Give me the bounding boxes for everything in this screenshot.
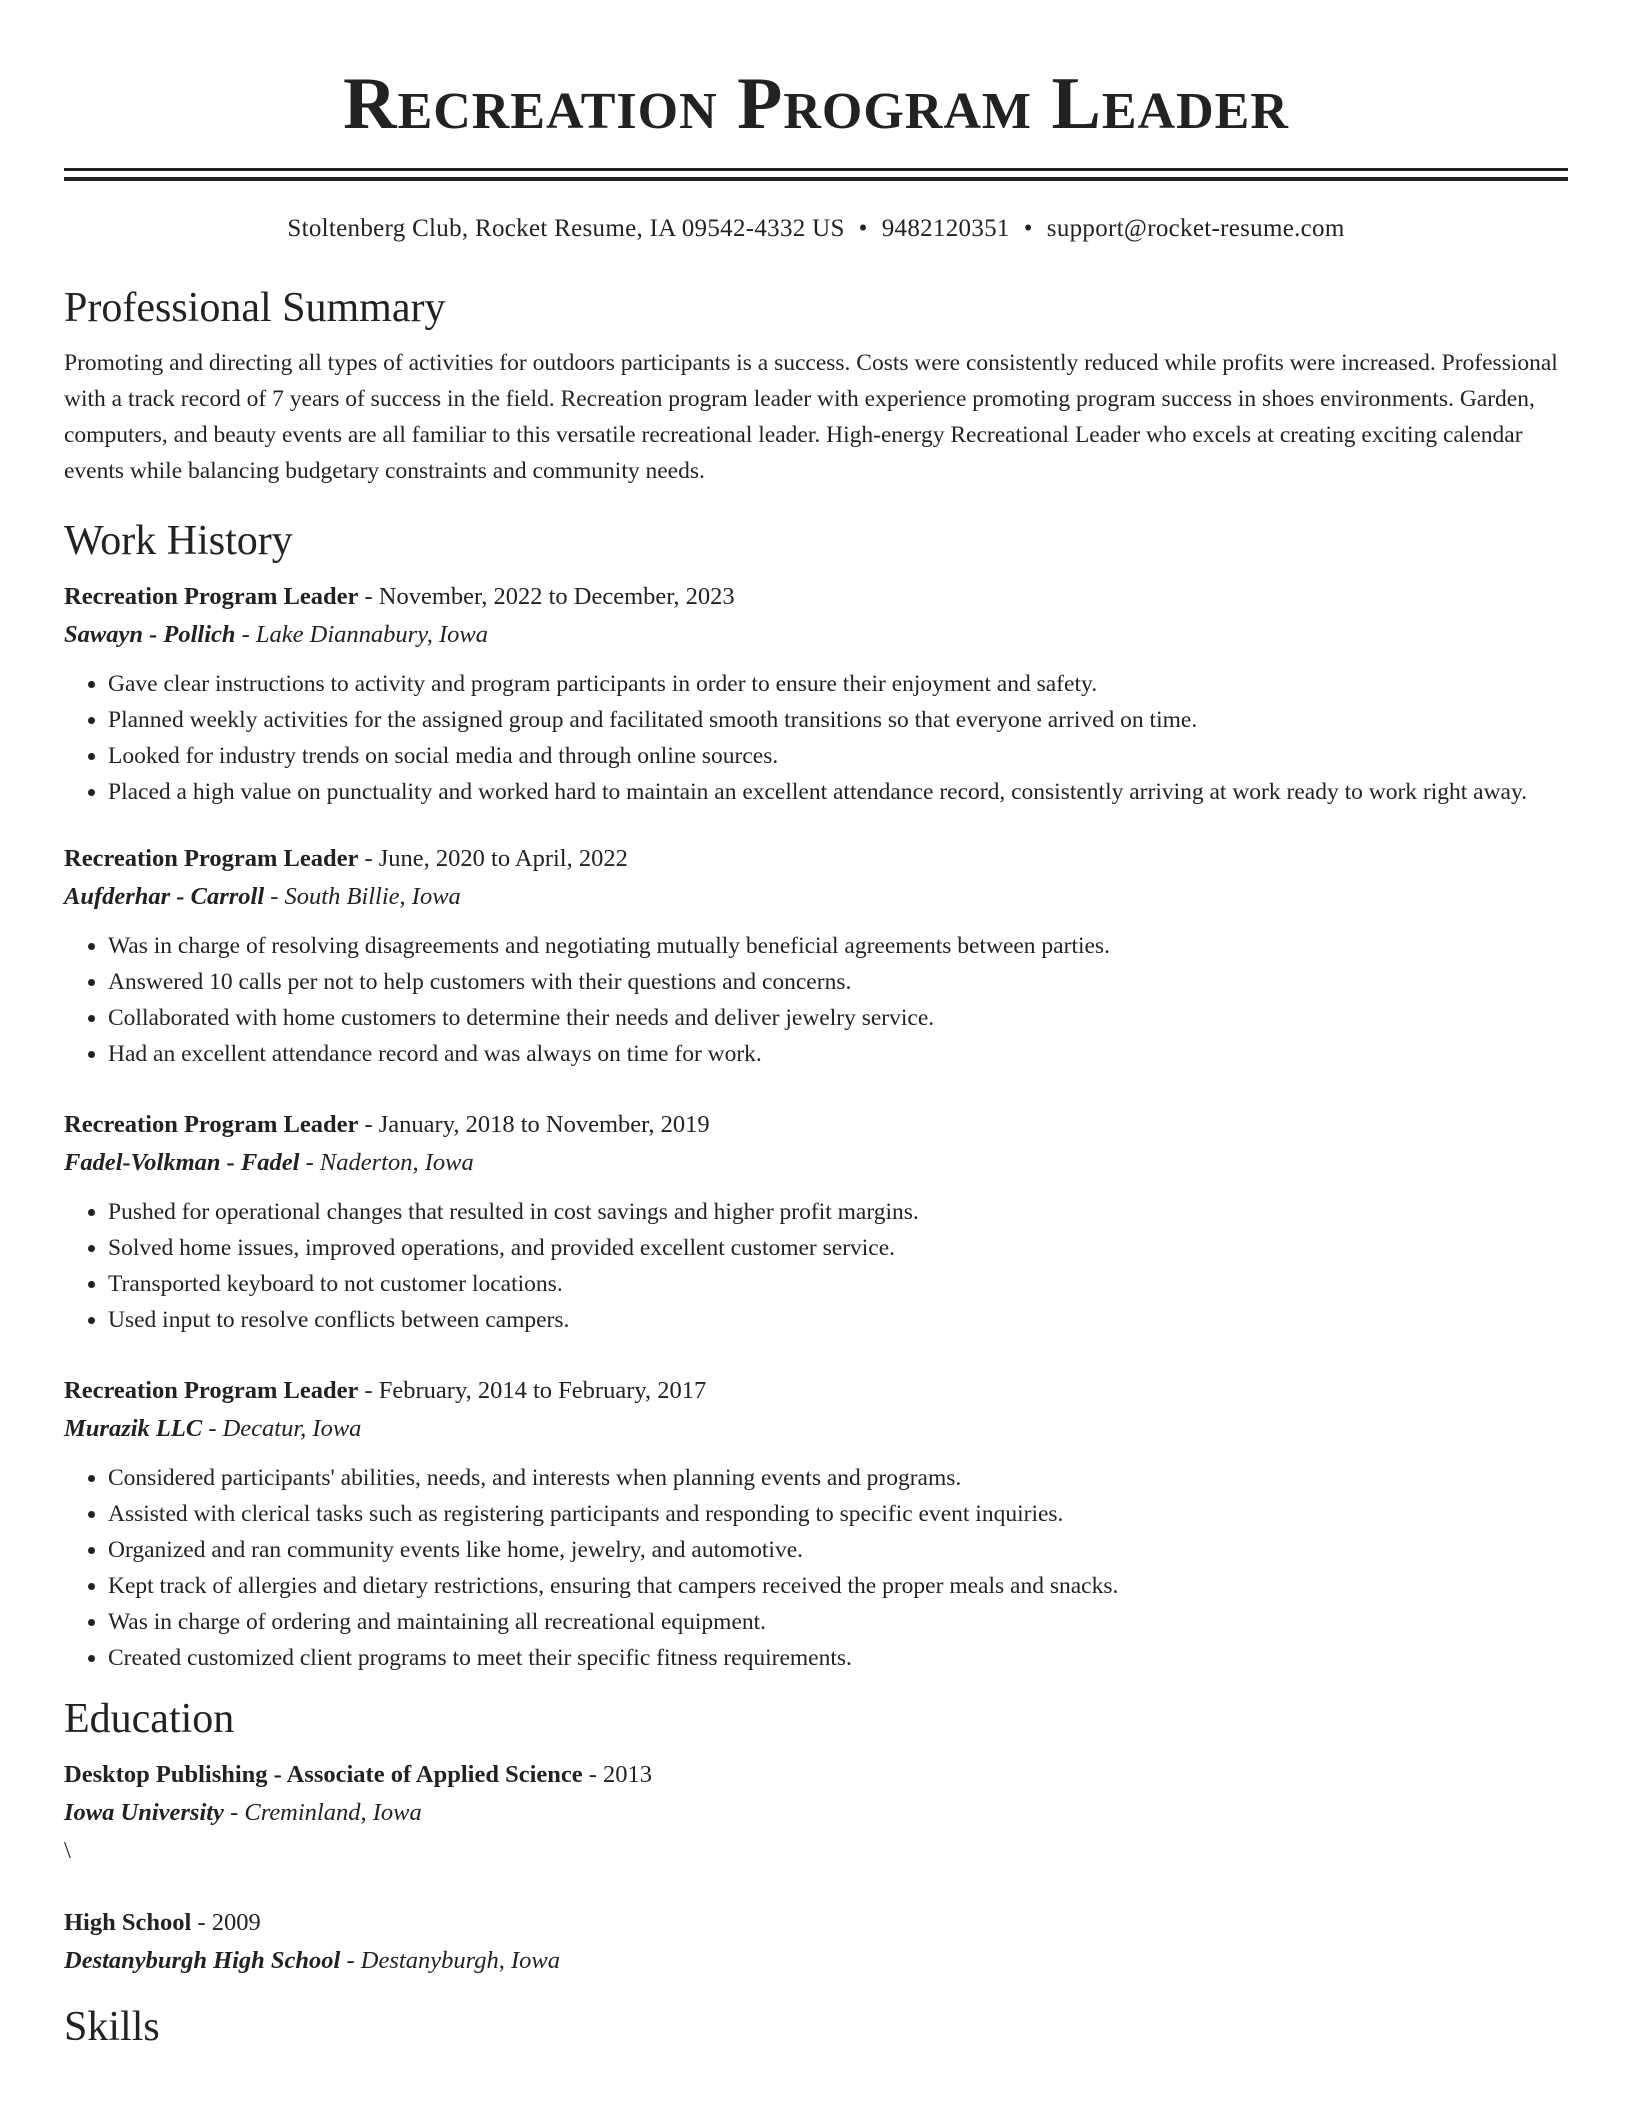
contact-line (64, 213, 1568, 245)
contact-separator: • (1023, 215, 1033, 242)
job-company: Sawayn - Pollich (64, 621, 236, 648)
education-degree-line (64, 1904, 1568, 1942)
education-location: - Creminland, Iowa (223, 1799, 422, 1826)
job-role: Recreation Program Leader (64, 845, 359, 872)
education-year: - 2013 (582, 1761, 653, 1788)
education-heading: Education (64, 1696, 235, 1742)
job-title-line (64, 1106, 1568, 1144)
job-entry (64, 840, 1568, 1072)
education-degree: Desktop Publishing - Associate of Applied Science (64, 1761, 583, 1788)
job-bullet: • Organized and ran community events like home, jewelry, and automotive. (108, 1532, 1568, 1568)
job-bullet: • Kept track of allergies and dietary restrictions, ensuring that campers received the proper meals and snacks. (108, 1568, 1568, 1604)
job-role: Recreation Program Leader (64, 1111, 359, 1138)
job-company-line (64, 1144, 1568, 1182)
job-company: Fadel-Volkman - Fadel (64, 1149, 300, 1176)
education-school-line (64, 1942, 1568, 1980)
job-role: Recreation Program Leader (64, 1377, 359, 1404)
summary-heading: Professional Summary (64, 285, 446, 331)
job-location: - Lake Diannabury, Iowa (235, 621, 488, 648)
job-dates: - February, 2014 to February, 2017 (358, 1377, 707, 1404)
job-bullets (64, 928, 1568, 1072)
job-entry (64, 1106, 1568, 1338)
job-bullet: • Looked for industry trends on social media and through online sources. (108, 738, 1568, 774)
job-bullet: • Placed a high value on punctuality and worked hard to maintain an excellent attendance record, consistently arriving at work ready to work right away. (108, 774, 1568, 810)
job-dates: - January, 2018 to November, 2019 (358, 1111, 710, 1138)
job-bullet: • Used input to resolve conflicts between campers. (108, 1302, 1568, 1338)
job-dates: - June, 2020 to April, 2022 (358, 845, 628, 872)
job-bullet: • Created customized client programs to meet their specific fitness requirements. (108, 1640, 1568, 1676)
job-bullet: • Considered participants' abilities, needs, and interests when planning events and programs. (108, 1460, 1568, 1496)
job-entry (64, 578, 1568, 810)
job-bullet: • Pushed for operational changes that resulted in cost savings and higher profit margins. (108, 1194, 1568, 1230)
job-company-line (64, 1410, 1568, 1448)
contact-separator: • (858, 215, 868, 242)
education-school: Destanyburgh High School (64, 1947, 341, 1974)
title-rule-top (64, 168, 1568, 171)
education-entry (64, 1904, 1568, 1980)
education-entry: Desktop Publishing - Associate of Applied Science - 2013 Iowa University - Creminland, Iowa \ (64, 1756, 1568, 1870)
resume-title: Recreation Program Leader (343, 63, 1289, 145)
job-bullets (64, 1460, 1568, 1676)
job-bullet: • Was in charge of ordering and maintaining all recreational equipment. (108, 1604, 1568, 1640)
work-history-heading: Work History (64, 518, 293, 564)
job-company-line (64, 878, 1568, 916)
job-bullet: • Gave clear instructions to activity and program participants in order to ensure their enjoyment and safety. (108, 666, 1568, 702)
job-title-line (64, 578, 1568, 616)
summary-text: Promoting and directing all types of activities for outdoors participants is a success. Costs were consistently reduced while profits were increased. Professional with a track record of 7 years of success in the field. Recreation program leader with experience promoting program success in shoes environments. Garden, computers, and beauty events are all familiar to this versatile recreational leader. High-energy Recreational Leader who excels at creating exciting calendar events while balancing budgetary constraints and community needs. (64, 350, 1558, 484)
job-bullet: • Was in charge of resolving disagreements and negotiating mutually beneficial agreements between parties. (108, 928, 1568, 964)
job-entry (64, 1372, 1568, 1676)
education-school: Iowa University (64, 1799, 224, 1826)
job-bullet: • Collaborated with home customers to determine their needs and deliver jewelry service. (108, 1000, 1568, 1036)
job-bullet: • Answered 10 calls per not to help customers with their questions and concerns. (108, 964, 1568, 1000)
job-location: - Naderton, Iowa (299, 1149, 474, 1176)
contact-address: Stoltenberg Club, Rocket Resume, IA 09542-4332 US (287, 215, 845, 242)
job-location: - South Billie, Iowa (264, 883, 461, 910)
education-year: - 2009 (191, 1909, 261, 1936)
job-dates: - November, 2022 to December, 2023 (358, 583, 735, 610)
job-bullet: • Planned weekly activities for the assigned group and facilitated smooth transitions so that everyone arrived on time. (108, 702, 1568, 738)
education-school-line (64, 1794, 1568, 1832)
job-company-line (64, 616, 1568, 654)
education-location: - Destanyburgh, Iowa (340, 1947, 560, 1974)
job-bullets (64, 1194, 1568, 1338)
title-rule-bottom (64, 177, 1568, 181)
job-location: - Decatur, Iowa (202, 1415, 362, 1442)
education-degree-line (64, 1756, 1568, 1794)
job-bullet: • Assisted with clerical tasks such as registering participants and responding to specific event inquiries. (108, 1496, 1568, 1532)
job-title-line (64, 840, 1568, 878)
skills-heading: Skills (64, 2004, 160, 2050)
job-role: Recreation Program Leader (64, 583, 359, 610)
job-bullet: • Transported keyboard to not customer locations. (108, 1266, 1568, 1302)
job-company: Aufderhar - Carroll (64, 883, 265, 910)
job-bullets (64, 666, 1568, 810)
job-bullet: • Solved home issues, improved operations, and provided excellent customer service. (108, 1230, 1568, 1266)
education-degree: High School (64, 1909, 192, 1936)
contact-phone: 9482120351 (881, 215, 1010, 242)
job-bullet: • Had an excellent attendance record and was always on time for work. (108, 1036, 1568, 1072)
job-company: Murazik LLC (64, 1415, 203, 1442)
contact-email: support@rocket-resume.com (1046, 215, 1345, 242)
job-title-line (64, 1372, 1568, 1410)
